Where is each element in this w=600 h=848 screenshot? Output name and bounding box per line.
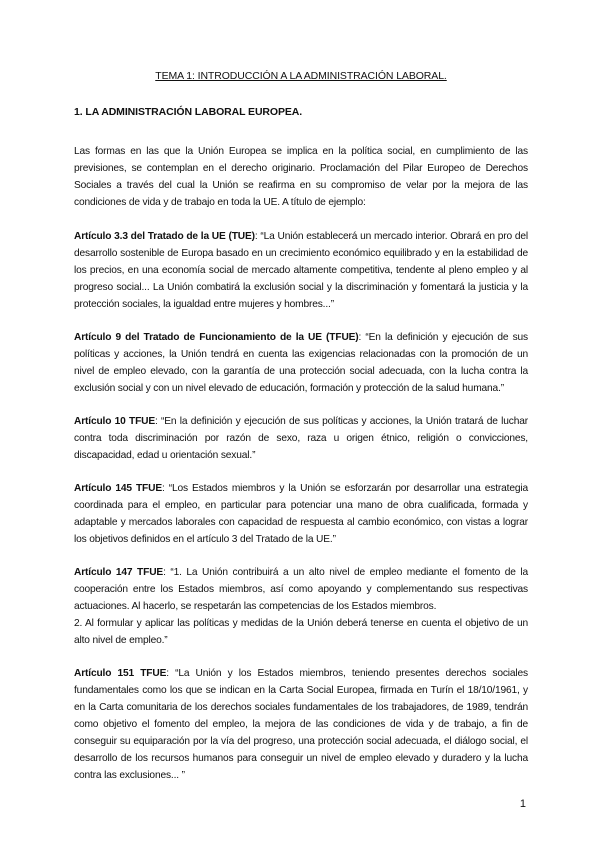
article-text: : “En la definición y ejecución de sus políticas y acciones, la Unión tendrá en cuenta las exigencias relacionadas con la promoción de un nivel de empleo elevado, con la garantía de una protección social adecuada, con la lucha contra la exclusión social y con un nivel elevado de educación, formación y protección de la salud humana.” [74, 332, 529, 394]
article-ref: Artículo 145 TFUE [74, 483, 162, 494]
article-text: : “Los Estados miembros y la Unión se esforzarán por desarrollar una estrategia coordinada para el empleo, en particular para potenciar una mano de obra cualificada, formada y adaptable y mercados laborales con capacidad de respuesta al cambio económico, con vistas a lograr los objetivos definidos en el artículo 3 del Tratado de la UE.” [74, 483, 528, 545]
document-title: TEMA 1: INTRODUCCIÓN A LA ADMINISTRACIÓN LABORAL. [155, 70, 447, 82]
article-145-paragraph [74, 480, 528, 548]
article-text-second: 2. Al formular y aplicar las políticas y medidas de la Unión deberá tenerse en cuenta el objetivo de un alto nivel de empleo.” [74, 618, 528, 646]
article-3-3-paragraph [74, 228, 528, 313]
article-text: : “En la definición y ejecución de sus políticas y acciones, la Unión tratará de luchar contra toda discriminación por razón de sexo, raza u origen étnico, religión o convicciones, discapacidad, edad u orientación sexual.” [74, 416, 528, 461]
article-text: : “La Unión y los Estados miembros, teniendo presentes derechos sociales fundamentales como los que se indican en la Carta Social Europea, firmada en Turín el 18/10/1961, y en la Carta comunitaria de los derechos sociales fundamentales de los trabajadores, de 1989, tendrán como objetivo el fomento del empleo, la mejora de las condiciones de vida y de trabajo, a fin de conseguir su equiparación por la vía del progreso, una protección social adecuada, el diálogo social, el desarrollo de los recursos humanos para conseguir un nivel de empleo elevado y duradero y la lucha contra las exclusiones... ” [74, 668, 528, 781]
article-text: : “1. La Unión contribuirá a un alto nivel de empleo mediante el fomento de la cooperación entre los Estados miembros, así como apoyando y complementando sus respectivas actuaciones. Al hacerlo, se respetarán las competencias de los Estados miembros. [74, 567, 528, 612]
article-ref: Artículo 3.3 del Tratado de la UE (TUE) [74, 231, 255, 242]
article-9-paragraph [74, 329, 528, 397]
article-147-paragraph [74, 564, 528, 649]
document-page [74, 70, 528, 800]
intro-paragraph: Las formas en las que la Unión Europea se implica en la política social, en cumplimiento de las previsiones, se contemplan en el derecho originario. Proclamación del Pilar Europeo de Derechos Sociales a través del cual la Unión se reafirma en su compromiso de velar por la mejora de las condiciones de vida y de trabajo en toda la UE. A título de ejemplo: [74, 146, 528, 208]
article-ref: Artículo 9 del Tratado de Funcionamiento de la UE (TFUE) [74, 332, 359, 343]
article-ref: Artículo 147 TFUE [74, 567, 164, 578]
article-151-paragraph [74, 665, 528, 784]
page-number: 1 [519, 798, 526, 810]
article-10-paragraph [74, 413, 528, 464]
article-text: : “La Unión establecerá un mercado interior. Obrará en pro del desarrollo sostenible de Europa basado en un crecimiento económico equilibrado y en la estabilidad de los precios, en una economía social de mercado altamente competitiva, tendente al pleno empleo y al progreso social... La Unión combatirá la exclusión social y la discriminación y fomentará la justicia y la protección sociales, la igualdad entre mujeres y hombres...” [74, 231, 529, 310]
article-ref: Artículo 151 TFUE [74, 668, 167, 679]
article-ref: Artículo 10 TFUE [74, 416, 156, 427]
section-heading: 1. LA ADMINISTRACIÓN LABORAL EUROPEA. [74, 106, 303, 118]
